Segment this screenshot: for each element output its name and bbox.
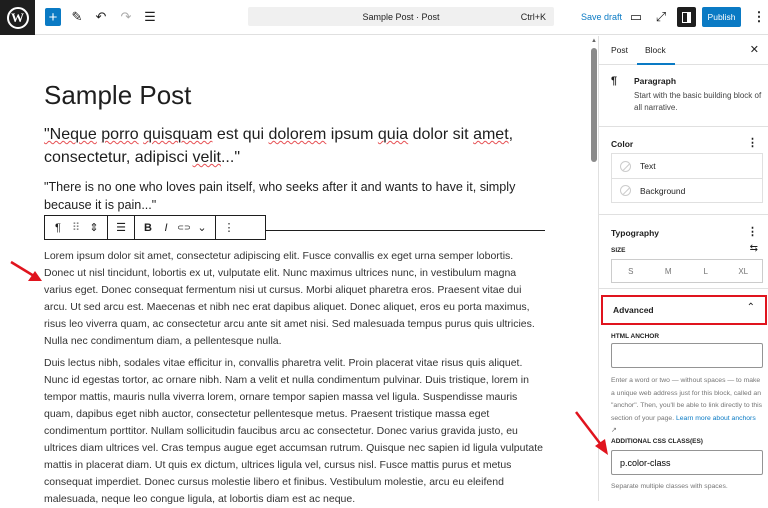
edit-tool-icon[interactable]: ✎: [71, 9, 83, 24]
move-up-down-icon[interactable]: ⇕: [89, 222, 99, 234]
scroll-up-icon[interactable]: ▲: [591, 38, 597, 44]
preview-icon[interactable]: ▭: [629, 9, 643, 24]
settings-sidebar: [598, 36, 768, 501]
bold-button[interactable]: B: [144, 221, 152, 234]
undo-icon[interactable]: ↶: [95, 9, 107, 24]
link-icon[interactable]: ⊂⊃: [177, 223, 191, 232]
paragraph-block[interactable]: "There is no one who loves pain itself, who seeks after it and wants to have it, simply because it is pain...": [44, 180, 516, 212]
size-label: SIZE: [611, 247, 626, 254]
editor-scrollbar[interactable]: [590, 36, 598, 501]
align-icon[interactable]: ☰: [116, 222, 126, 234]
size-xl[interactable]: XL: [738, 267, 749, 276]
drag-handle-icon[interactable]: ⠿: [71, 222, 81, 234]
paragraph-block[interactable]: Duis lectus nibh, sodales vitae efficitur in, convallis pharetra velit. Proin placerat vitae risus quis aliquet. Nunc id egestas tortor, ac ornare nibh. Nam a velit et nulla condimentum pulvinar. Duis tristique, lorem in tempor mattis, mauris nulla viverra lorem, ornare tempor sapien massa vel ligula. Suspendisse mauris quam, dapibus eget nibh auctor, consectetur pellentesque metus. Praesent tristique massa eget condimentum porttitor. Nullam sollicitudin faucibus arcu ac consectetur. Donec varius gravida justo, eu ultrices diam ultrices vel. Cras tempus augue eget accumsan rutrum. Quisque nec sapien id ligula vulputate mattis in placerat diam. Ut quis ex dictum, ultrices ligula vel, cursus nisl. Fusce mattis purus et metus consequat imperdiet. Donec cursus molestie libero et finibus. Vestibulum molestie, arcu eu eleifend malesuada, neque leo congue ligula, at lobortis diam est ac neque.: [44, 357, 544, 505]
top-toolbar: [0, 0, 768, 35]
size-m[interactable]: M: [664, 267, 672, 276]
scrollbar-thumb[interactable]: [591, 48, 597, 162]
settings-sidebar-toggle[interactable]: [677, 7, 696, 27]
color-panel-title: Color: [611, 139, 634, 149]
advanced-panel-toggle[interactable]: Advanced ⌃: [601, 295, 767, 325]
color-list: [611, 153, 763, 203]
tab-post[interactable]: Post: [611, 45, 629, 55]
size-s[interactable]: S: [628, 267, 634, 276]
css-class-input[interactable]: [611, 450, 763, 475]
css-class-label: ADDITIONAL CSS CLASS(ES): [611, 438, 703, 445]
wordpress-logo[interactable]: W: [0, 0, 35, 35]
redo-icon[interactable]: ↷: [120, 9, 132, 24]
save-draft-button[interactable]: Save draft: [581, 12, 623, 22]
add-block-button[interactable]: +: [45, 8, 61, 26]
chevron-up-icon: ⌃: [746, 302, 755, 313]
html-anchor-input[interactable]: [611, 343, 763, 368]
more-chevron-icon[interactable]: ⌄: [197, 222, 207, 234]
options-icon[interactable]: ⋮: [752, 9, 766, 24]
learn-more-anchors-link[interactable]: Learn more about anchors: [676, 414, 756, 422]
sidebar-icon: [682, 12, 691, 23]
html-anchor-label: HTML ANCHOR: [611, 333, 660, 340]
block-name: Paragraph: [634, 76, 677, 86]
block-description: Start with the basic building block of all narrative.: [634, 91, 762, 112]
html-anchor-help: Enter a word or two — without spaces — to make a unique web address just for this block, called an "anchor". Then, you'll be able to link directly to this section of your page. Learn more about anchors ↗: [611, 377, 763, 434]
block-options-icon[interactable]: ⋮: [223, 222, 235, 234]
selected-paragraph[interactable]: Lorem ipsum dolor sit amet, consectetur adipiscing elit. Fusce convallis ex eget urna semper lobortis. Donec ut nisl tincidunt, lobortis ex ut, vulputate elit. Nunc maximus ultrices nunc, in vestibulum magna varius eget. Donec consequat fermentum nisi ut cursus. Morbi aliquet pharetra eros. Praesent vitae dui arcu. Ut sed arcu est. Maecenas et nibh nec erat dapibus aliquet. Donec aliquet, eros eu porta maximus, risus leo viverra quam, ac consectetur arcu ante sit amet nisi. Sed malesuada tempus purus quis ultricies. Nulla nec condimentum diam, a pellentesque nulla.: [44, 250, 535, 347]
block-toolbar: [44, 215, 266, 240]
color-options-icon[interactable]: ⋮: [747, 137, 758, 149]
fullscreen-icon[interactable]: ⤢: [655, 9, 667, 24]
no-color-icon: [620, 185, 631, 196]
typography-options-icon[interactable]: ⋮: [747, 226, 758, 238]
size-l[interactable]: L: [703, 267, 708, 276]
separator-line: [266, 230, 545, 231]
publish-button[interactable]: Publish: [702, 7, 741, 27]
custom-size-icon[interactable]: ⇆: [749, 243, 758, 254]
quote-block[interactable]: "Neque porro quisquam est qui dolorem ipsum quia dolor sit amet, consectetur, adipisci velit...": [44, 126, 514, 166]
tab-block[interactable]: Block: [645, 45, 666, 55]
italic-button[interactable]: I: [164, 221, 168, 234]
command-palette-button[interactable]: Sample Post · Post Ctrl+K: [248, 7, 554, 26]
post-title[interactable]: Sample Post: [44, 80, 192, 110]
css-class-help: Separate multiple classes with spaces.: [611, 483, 728, 490]
no-color-icon: [620, 161, 631, 172]
paragraph-icon[interactable]: ¶: [55, 221, 61, 234]
color-item-background[interactable]: Background: [612, 178, 762, 202]
paragraph-icon: ¶: [611, 75, 618, 87]
typography-panel-title: Typography: [611, 228, 660, 238]
color-item-text[interactable]: Text: [612, 154, 762, 178]
document-overview-icon[interactable]: ☰: [144, 9, 156, 24]
close-icon[interactable]: ✕: [749, 44, 759, 56]
